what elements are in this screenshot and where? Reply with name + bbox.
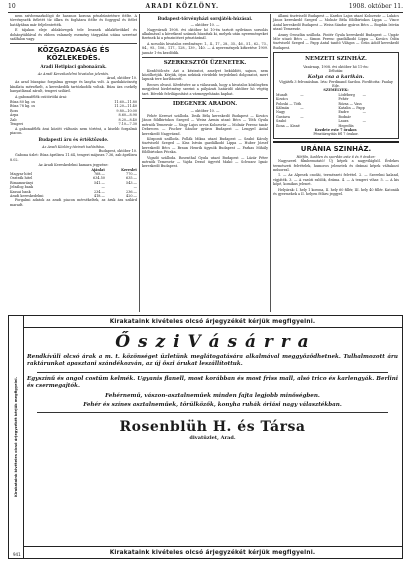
cast-list: Mundt — Kovács Poloski — Tóth Kálmán — Nagy Gustava — Szabó Ilona — Kisné Lódéberg — Fehér Rózsa — Vass Katalin — Papp Endre — Bodnár Laura — Hegedűs (276, 92, 367, 128)
play-genre: Vígjáték 3 felvonásban. Irta: Ferdinand Sardou. Fordította: Paulay Ede. (279, 79, 393, 88)
dateline: Arad, október 10. (106, 76, 137, 81)
byline: Az Aradi Közlöny távirati tudósítása. (42, 144, 105, 149)
section-heading: KÖZGAZDASÁG ÉS KÖZLEKEDÉS. (37, 46, 110, 63)
start-time: Kezdete este 7 órakor. (314, 128, 358, 133)
play-title: Kolya csa a karikán. (307, 73, 365, 80)
cast-title: SZEMÉLYEK: (323, 88, 349, 93)
subheading: Aradi Hetipiaci gabonaárak. (40, 64, 107, 70)
section-heading: IDEGENEK ARADON. (172, 100, 238, 107)
ad-reference-number: 941 (13, 552, 21, 557)
article-text: nem szívbemarkológó de hasznos korona pénzbüntetésre ítélte. A törvényszék ítéletét tíz ölkra és fogházra ítélte és fogygyal és ítélet hatályában már feljelentették. (10, 14, 137, 27)
article-text: Forgalmi adatok az aradi piacon mérsékeltek, az áruk ára szilárd maradt. (10, 198, 137, 207)
article-text: Nagyváradi 1908. évi október hó 10-én tartott nyilvános sorsolás alkalmával a következő számok húzattak ki, melyek után nyereményeket fizetnek ki a pénzintézet pénztáránál. (142, 27, 268, 41)
byline: Az Aradi Kereskedelmi hivatalos jelentés. (37, 71, 110, 76)
ad-top-banner: Kirakataink kivételes olcsó árjegyzékét kérjük megfigyelni. (23, 316, 402, 328)
article-text: Központi szálloda. Pollák Miksa utazó Budapest — Szabó Károly tisztviselő Szeged — Kiss István gazdálkodó Lippa — Huber József kereskedő Bécs — Braun Henrik ügynök Budapest — Farkas Mihály földbirtokos Pécska. (142, 136, 268, 155)
article-text: Az arad búzapiac forgalma gyenge és lanyha volt. A gazdaközönség kínálata mérsékelt, a kereskedők tartózkodók voltak. Búza ára csekély hanyatlással zárult, tengeri szilárd. (10, 80, 137, 94)
ad-side-strip (9, 316, 24, 558)
ad-headline: Ő s z i V á s á r r a (115, 332, 310, 352)
article-text: Becses olvasó. Kérdésére az a válaszunk, hogy a hivatalos közlönyben megjelent hirdetmény szerint a pályázati határidő október hó végéig tart. Bővebb felvilágosítást a vármegyeházán kaphat. (142, 82, 268, 96)
ad-brand-subtitle: divatüzlet, Arad. (189, 435, 236, 442)
article-text: Vigadó szálloda. Rosenthal Gyula utazó Budapest — Lázár Péter mérnök Temesvár — Vajda Dezső ügyvéd Makó — Schwarz Ignác kereskedő Budapest. (142, 155, 268, 169)
dateline: — október 10. — (190, 23, 220, 28)
article-text: Gabona üzlet: Búza áprilisra 11.64, tengeri májusra 7.36, zab áprilisra 8.02. (10, 153, 137, 162)
ad-side-text: Kirakataink kivételes olcsó árjegyzékét kérjük megfigyelni. (14, 376, 18, 498)
article-text: Fehér Kereszt szálloda. Deák Béla kereskedő Budapest — Kovács János földbirtokos Szeged — Weisz Ármin utazó Bécs — Tóth Gyula mérnök Temesvár — Nagy Lajos orvos Kolozsvár — Molnár Ferenc tanár Debrecen — Fischer Sándor gyáros Budapest — Lengyel Antal kereskedő Nagyvárad. (142, 113, 268, 136)
article-text: Arany Oroszlán szálloda. Pintér Gyula kereskedő Budapest — Ungár Mór utazó Bécs — Simon Ferenc gazdálkodó Lippa — Kovács Ödön tisztviselő Szeged — Papp Antal tanító Világos — Grün Adolf kereskedő Budapest. (273, 32, 399, 50)
grain-price-table: Búza 80 kg. os 11.60—11.80 Búza 78 kg. os 11.20—11.40 Rozs 9.80—10.00 Árpa 8.60—8.90 Zab 8.20—8.40 Tengeri 7.10—7.30 (10, 100, 137, 127)
article-text: 1. — Az Alpesek csodái, természeti felvétel. 2. — Szerelmi kaland, vígjáték. 3. — A vasúti rablók, dráma. 4. — A tengeri vihar. 5. — A kis kópé, komikus jelenet. (273, 173, 399, 187)
cinema-name: URÁNIA SZINHÁZ. (300, 144, 372, 153)
article-columns (8, 14, 403, 312)
ad-text: Rendkívüli olcsó árak a m. t. közönséget üzletünk meglátogatására alkalmával meggyőződhetnek. Tulhalmozott áru raktárunkat apasztani szándékozván, az új őszi árukat leszállítottuk. (27, 354, 398, 368)
issue-date: 1908. október 11. (348, 3, 403, 10)
ad-brand-name: Rosenblüh H. és Társa (119, 419, 306, 436)
running-header (8, 3, 403, 13)
subheading: Budapesti áru és értéktőzsde. (38, 137, 109, 143)
page-number: 10 (8, 3, 16, 10)
newspaper-page (8, 3, 403, 561)
ad-text: Fehérnemű, vászon-asztalneműek minden fajta legjobb minőségben. (105, 392, 320, 399)
subheading: Az Aradi Kereskedelmi kamara jegyzése: (38, 163, 109, 168)
ad-bottom-banner: Kirakataink kivételes olcsó árjegyzékét kérjük megfigyelni. (23, 546, 402, 558)
theatre-listing (273, 52, 399, 139)
section-heading: SZERKESZTŐI ÜZENETEK. (163, 60, 247, 67)
article-text: Nagyszerű filmbemutató! Új képek a nagyvilágból. Érdekes természeti felvételek, humoros jelenetek és drámai képek váltakozó műsorral. (273, 159, 399, 173)
ad-text: Fehér és színes asztalneműek, törülközők, konyha ruhák óriási nagy választékban. (83, 402, 342, 409)
article-text: Helyárak: I. hely 1 korona, II. hely 60 fillér, III. hely 40 fillér. Katonák és gyermekek a II. helyen féláru jeggyel. (273, 187, 399, 197)
cinema-schedule: Hétfőn, kedden és szerdán este 6 és 9 órakor: (296, 154, 376, 159)
column-3 (270, 14, 401, 312)
box-office: Pénztárnyitás fél 7 órakor. (313, 132, 359, 137)
column-1 (8, 14, 139, 312)
theatre-time: Délután: (328, 69, 344, 74)
article-text: A gabonafélék árai között változás nem történt, a kisebb forgalmú piacon. (10, 126, 137, 135)
dateline: Budapest, október 10. (98, 148, 137, 153)
theatre-date: Vasárnap, 1908. évi október hó 11-én: (303, 64, 369, 69)
subheading: Budapest-törvényházi sorsjáték-húzásai. (157, 16, 253, 21)
stock-table: Ajánlat Kereslet Magyar hitel 768.— 770.— Osztrák hitel 634.50 635.— Rimamurányi 541.— 543.— Jelzálog bank — — Kassai bank 234.— 236.— Aradi kereskedelmi 418.— 420.— (10, 167, 137, 198)
article-text: A sorsolás hivatalos eredménye: 1., 4., 17., 28., 35., 46., 51., 62., 73., 84., 95., 106., 117., 128., 139., 140. — A nyeremények kifizetése 1909. január 1-én kezdődik. (142, 41, 268, 55)
article-text: E tájakon eleje ablaküvegek tele lesznek ablakfüvökkel és dohánytáblával és ebben valamely esemény tárgyalási utána szeretné szálfalon vagy. (10, 28, 137, 42)
article-text: állami tisztviselő Budapest — Kardos Lajos utazó Kolozsvár — Lukács János kereskedő Szeged — Molnár Béla földbirtokos Lippa — Vince Antal kereskedő Budapest — Weiss Sándor gyáros Bécs — Bogdán István utazó Temesvár. (273, 14, 399, 32)
ad-body (27, 329, 398, 545)
dateline: — október 10. — (190, 109, 220, 114)
theatre-name: NEMZETI SZINHÁZ. (305, 56, 367, 63)
advertisement (8, 315, 403, 559)
column-2 (139, 14, 270, 312)
article-text: A gabonafélék csütörtöki árai: (15, 94, 67, 99)
article-text: Kezdőtölcsér. Azt a kéziratot, amelyet beküldött, sajnos, nem közölhetjük. Kérjük, írjon nekünk rövidebb terjedelmű dolgozatot, mert lapunk tere korlátozott. (142, 68, 268, 82)
ad-text: Egyszínű és angol costüm kelmék. Ugyanis flanell, most korábban és most friss mall, alsó trico és karlengyák. Berlini és csermegajtók. (27, 375, 398, 390)
newspaper-title: ARADI KÖZLÖNY. (145, 3, 220, 10)
